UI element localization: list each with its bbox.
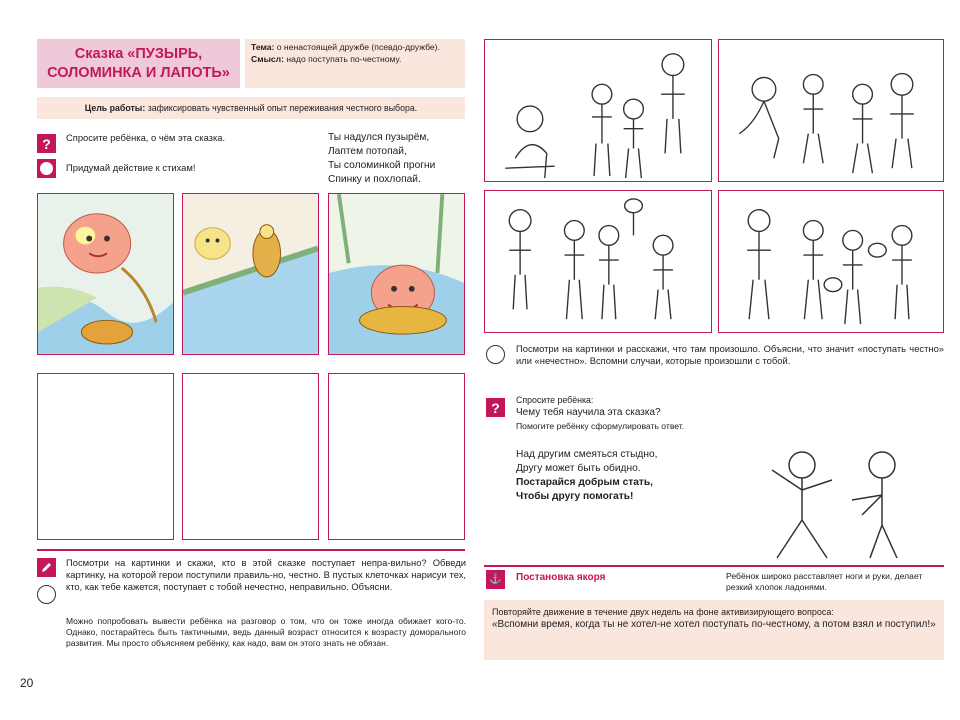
page-number: 20 [20, 676, 34, 690]
meaning-line [251, 54, 459, 66]
task-text: Посмотри на картинки и скажи, кто в этой сказке поступает непра-вильно? Обведи картинку, на которой герои поступили правиль-но, честно. В пустых клеточках нарисуи тех, кто, как тебе кажется, поступает с тобой нечестно, неправильно. Объясни. [66, 557, 466, 592]
look-text: Посмотри на картинки и расскажи, что там произошло. Объясни, что значит «поступать честно» или «нечестно». Вспомни случаи, которые произошли с тобой. [516, 343, 944, 366]
story-picture-2-art [183, 194, 318, 354]
scene-picture-4-art [719, 191, 943, 332]
clapping-children-illustration [752, 440, 942, 562]
question-text: Спросите ребёнка, о чём эта сказка. [66, 132, 226, 143]
empty-drawing-frame-1[interactable] [37, 373, 174, 540]
meaning-label: Смысл: [251, 53, 285, 64]
look-face-icon [486, 345, 505, 364]
story-title-line2: СОЛОМИНКА И ЛАПОТЬ» [47, 64, 230, 81]
meaning-text: надо поступать по-честному. [286, 53, 402, 64]
ask-question: Чему тебя научила эта сказка? [516, 407, 661, 418]
story-picture-2[interactable] [182, 193, 319, 355]
story-title-line1: Сказка «ПУЗЫРЬ, [74, 45, 203, 62]
repeat-text: Повторяйте движение в течение двух недель на фоне активизирующего вопроса: [492, 607, 834, 617]
face-icon [40, 162, 53, 175]
poem-line: Лаптем потопай, [328, 146, 407, 157]
poem-line: Другу может быть обидно. [516, 463, 641, 474]
pencil-icon [40, 561, 53, 574]
repeat-quote: «Вспомни время, когда ты не хотел-не хотел поступать по-честному, а потом взял и поступил!» [492, 619, 936, 630]
ask-block [516, 395, 816, 432]
poem-line: Чтобы другу помогать! [516, 491, 634, 502]
poem-line: Постарайся добрым стать, [516, 477, 653, 488]
poem-line: Спинку и похлопай. [328, 174, 421, 185]
question-icon: ? [37, 134, 56, 153]
scene-picture-3[interactable] [484, 190, 712, 333]
story-picture-1[interactable] [37, 193, 174, 355]
story-title-box [37, 39, 240, 88]
face-icon-box [37, 159, 56, 178]
theme-line [251, 42, 459, 54]
question-icon-right: ? [486, 398, 505, 417]
theme-box [245, 39, 465, 88]
scene-picture-2[interactable] [718, 39, 944, 182]
poem-line: Ты соломинкой прогни [328, 160, 436, 171]
left-poem [328, 131, 468, 187]
anchor-icon: ⚓ [486, 570, 505, 589]
scene-picture-3-art [485, 191, 711, 332]
ask-label: Спросите ребёнка: [516, 395, 594, 405]
theme-text: о ненастоящей дружбе (псевдо-дружбе). [276, 42, 440, 52]
ask-help: Помогите ребёнку сформулировать ответ. [516, 421, 685, 431]
poem-line: Над другим смеяться стыдно, [516, 449, 658, 460]
goal-label: Цель работы: [84, 103, 146, 113]
clapping-children-art [752, 440, 942, 562]
story-picture-1-art [38, 194, 173, 354]
story-picture-3-art [329, 194, 464, 354]
anchor-box [484, 600, 944, 660]
scene-picture-1[interactable] [484, 39, 712, 182]
scene-picture-1-art [485, 40, 711, 181]
left-divider [37, 549, 465, 551]
poem-line: Ты надулся пузырём, [328, 132, 430, 143]
note-text: Можно попробовать вывести ребёнка на разговор о том, что он тоже иногда обижает кого-то. Однако, постарайтесь быть тактичными, ведь данный возраст относится к возрасту доморального развития. Мы просто объясняем ребёнку, как надо, вам он этого знать не обязан. [66, 616, 466, 648]
theme-label: Тема: [251, 42, 275, 52]
empty-drawing-frame-3[interactable] [328, 373, 465, 540]
action-text: Придумай действие к стихам! [66, 162, 196, 173]
scene-picture-4[interactable] [718, 190, 944, 333]
anchor-label: Постановка якоря [516, 572, 606, 583]
story-picture-3[interactable] [328, 193, 465, 355]
goal-box [37, 97, 465, 119]
right-poem [516, 448, 746, 504]
anchor-caption: Ребёнок широко расставляет ноги и руки, делает резкий хлопок ладонями. [726, 571, 923, 592]
scene-picture-2-art [719, 40, 943, 181]
goal-text: зафиксировать чувственный опыт переживания честного выбора. [147, 103, 418, 113]
right-divider [484, 565, 944, 567]
pencil-icon-box [37, 558, 56, 577]
empty-drawing-frame-2[interactable] [182, 373, 319, 540]
child-face-icon [37, 585, 56, 604]
